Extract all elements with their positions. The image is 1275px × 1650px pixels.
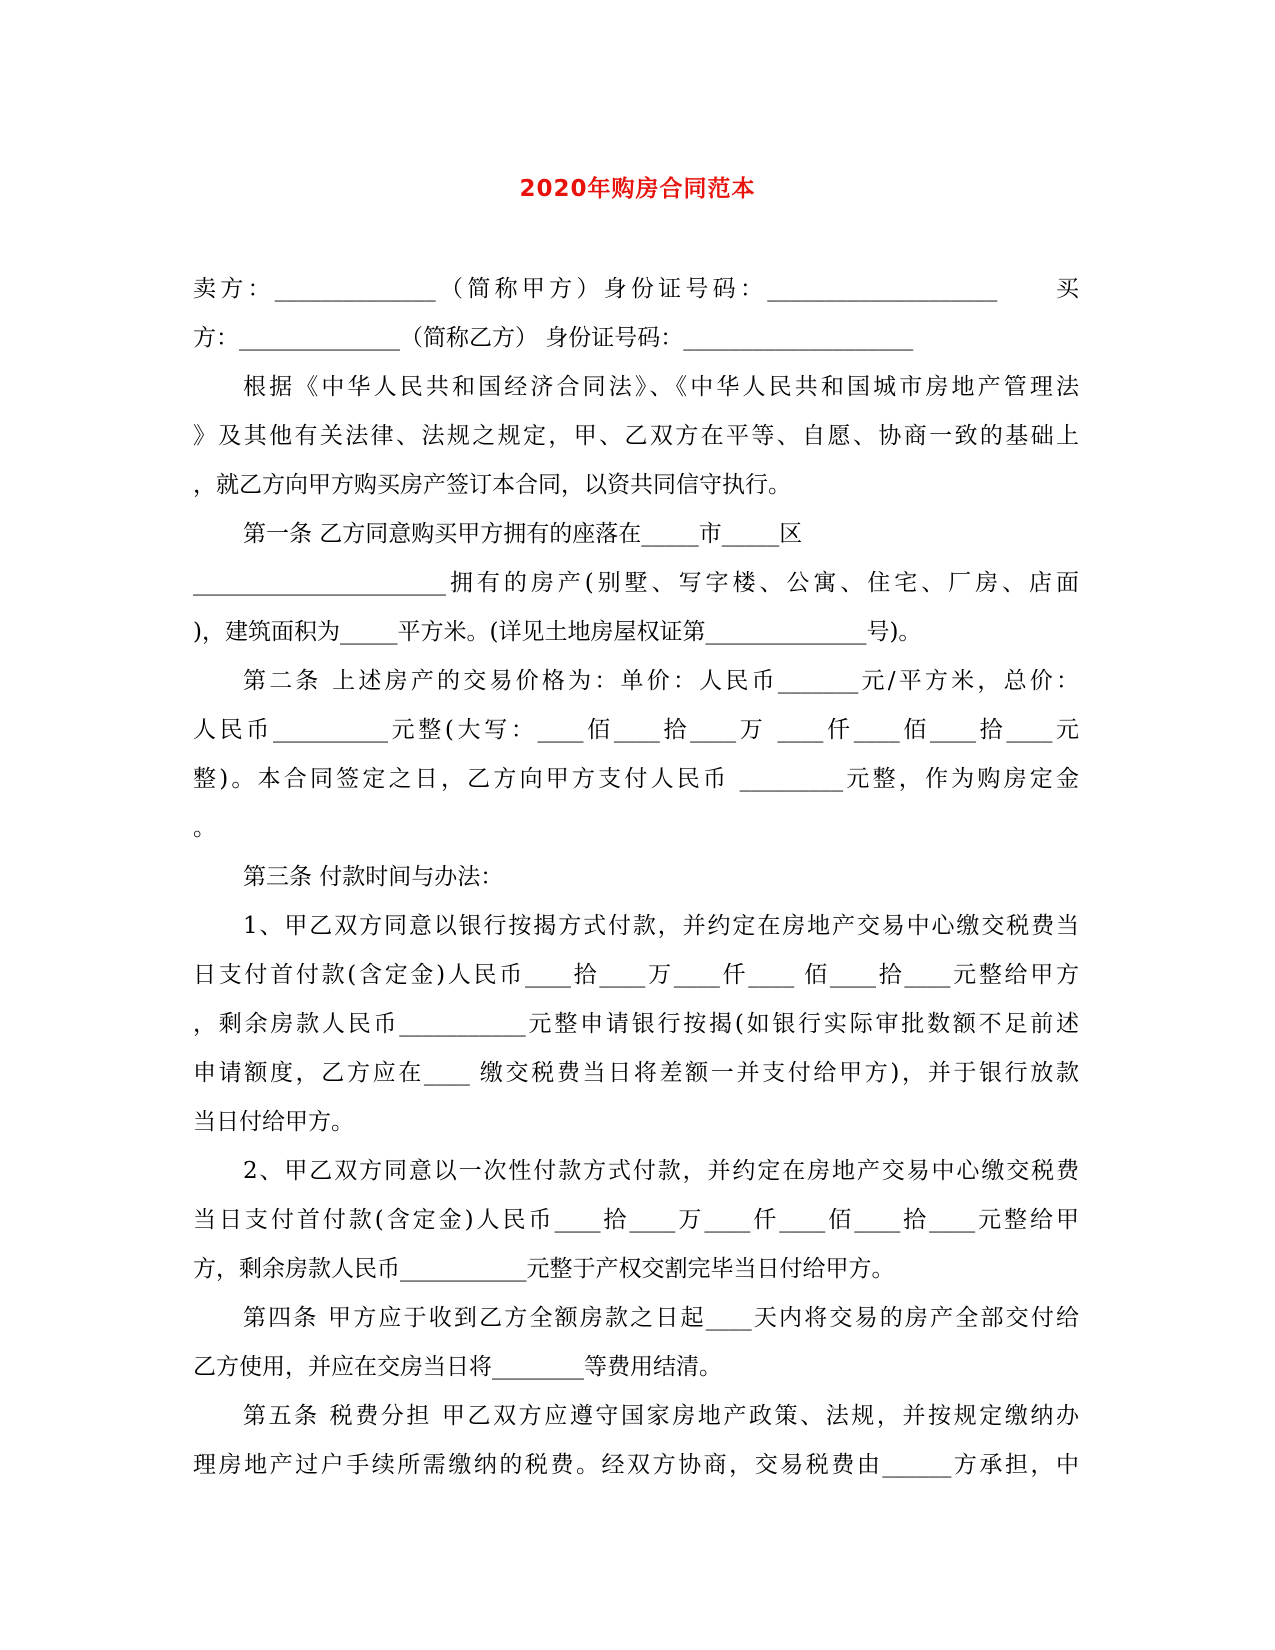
text-line: 乙方使用，并应在交房当日将________等费用结清。	[193, 1354, 722, 1380]
text-line: 方，剩余房款人民币___________元整于产权交割完毕当日付给甲方。	[193, 1256, 895, 1282]
text-line: 第一条 乙方同意购买甲方拥有的座落在_____市_____区	[243, 521, 803, 547]
text-line: 方：______________（简称乙方） 身份证号码：____________________	[193, 325, 914, 351]
text-line: 申请额度，乙方应在____ 缴交税费当日将差额一并支付给甲方)，并于银行放款	[193, 1060, 1079, 1086]
text-line: ，就乙方向甲方购买房产签订本合同，以资共同信守执行。	[193, 472, 791, 498]
text-line: 。	[193, 815, 216, 841]
text-line: 日支付首付款(含定金)人民币____拾____万____仟____ 佰____拾____元整给甲方	[193, 962, 1079, 988]
document-body	[193, 265, 1079, 1490]
text-line: 第三条 付款时间与办法：	[243, 864, 504, 890]
text-line: 》及其他有关法律、法规之规定，甲、乙双方在平等、自愿、协商一致的基础上	[193, 423, 1079, 449]
text-line: 第二条 上述房产的交易价格为：单价：人民币_______元/平方米，总价：	[243, 668, 1079, 694]
text-line: ______________________拥有的房产(别墅、写字楼、公寓、住宅、厂房、店面	[193, 570, 1079, 596]
text-line: 2、甲乙双方同意以一次性付款方式付款，并约定在房地产交易中心缴交税费	[243, 1158, 1079, 1184]
document-title: 2020年购房合同范本	[519, 176, 756, 202]
text-line: 理房地产过户手续所需缴纳的税费。经双方协商，交易税费由______方承担，中	[193, 1452, 1079, 1478]
text-line: 第五条 税费分担 甲乙双方应遵守国家房地产政策、法规，并按规定缴纳办	[243, 1403, 1079, 1429]
text-line: 当日支付首付款(含定金)人民币____拾____万____仟____佰____拾____元整给甲	[193, 1207, 1079, 1233]
text-line: )，建筑面积为_____平方米。(详见土地房屋权证第______________号)。	[193, 619, 922, 645]
text-line: 1、甲乙双方同意以银行按揭方式付款，并约定在房地产交易中心缴交税费当	[243, 913, 1079, 939]
text-line: 第四条 甲方应于收到乙方全额房款之日起____天内将交易的房产全部交付给	[243, 1305, 1079, 1331]
text-line: 整)。本合同签定之日，乙方向甲方支付人民币 _________元整，作为购房定金	[193, 766, 1079, 792]
text-line: 根据《中华人民共和国经济合同法》、《中华人民共和国城市房地产管理法	[243, 374, 1079, 400]
text-line: 人民币__________元整(大写：____佰____拾____万 ____仟____佰____拾____元	[193, 717, 1079, 743]
text-line: 当日付给甲方。	[193, 1109, 354, 1135]
text-line: ，剩余房款人民币___________元整申请银行按揭(如银行实际审批数额不足前述	[193, 1011, 1079, 1037]
text-line: 卖方：______________（简称甲方）身份证号码：____________________ 买	[193, 276, 1079, 302]
